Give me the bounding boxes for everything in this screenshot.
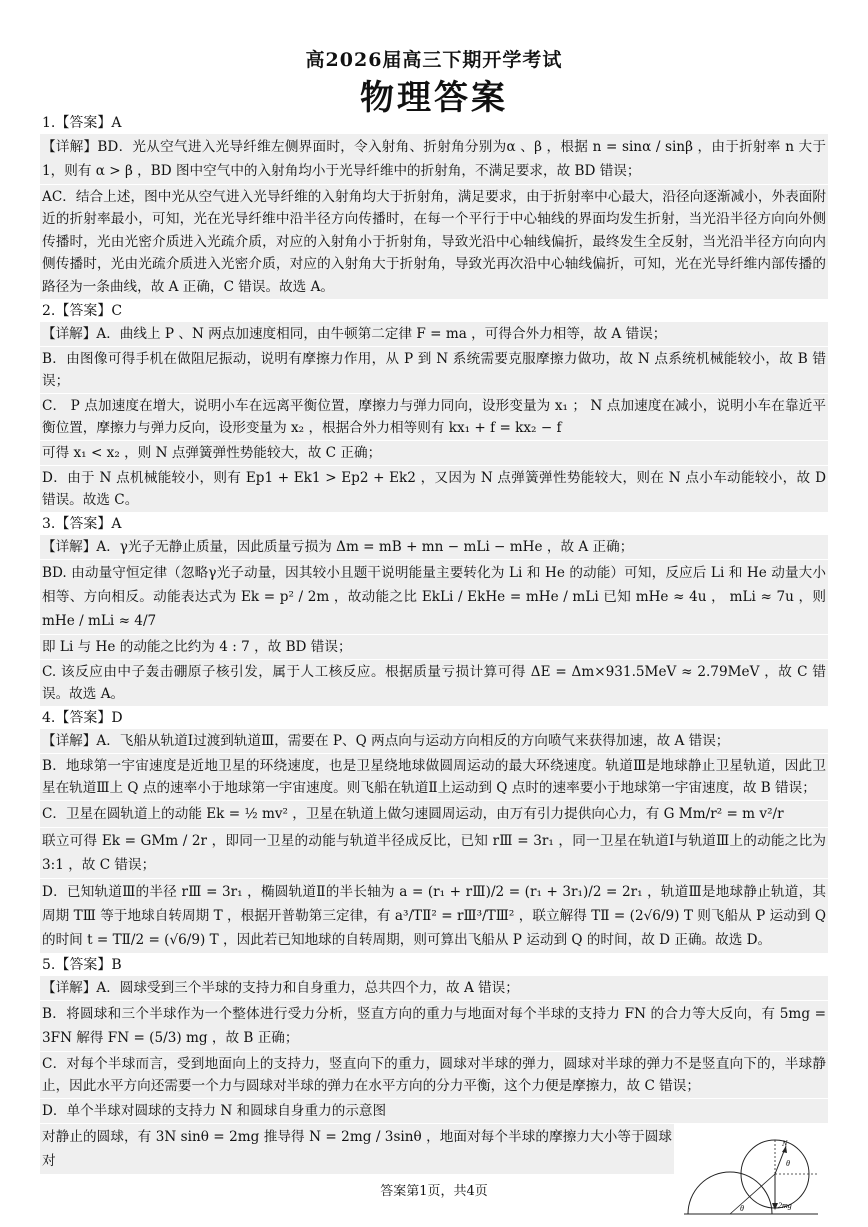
angle-theta-label-bottom: θ (740, 1204, 744, 1213)
q2-explanation-c2: 可得 x₁ < x₂ ，则 N 点弹簧弹性势能较大，故 C 正确； (40, 441, 828, 465)
q2-answer: 2.【答案】C (42, 303, 123, 320)
force-diagram (678, 1132, 828, 1218)
q2-explanation-c: C． P 点加速度在增大，说明小车在远离平衡位置，摩擦力与弹力同向，设形变量为 x₁ ； N 点加速度在减小，说明小车在靠近平衡位置，摩擦力与弹力反向，设形变量为 x₂ ，根据合外力相等则有 kx₁ + f = kx₂ − f (40, 394, 828, 440)
gravity-2mg-label: 2mg (778, 1201, 792, 1210)
q1-explanation-bd: 【详解】BD．光从空气进入光导纤维左侧界面时，令入射角、折射角分别为α 、β ，根据 n = sinα / sinβ ，由于折射率 n 大于 1，则有 α > β ，BD 图中空气中的入射角均小于光导纤维中的折射角，不满足要求，故 BD 错误； (40, 134, 828, 184)
q4-explanation-c2: 联立可得 Ek = GMm / 2r ，即同一卫星的动能与轨道半径成反比，已知 rⅢ = 3r₁ ，同一卫星在轨道Ⅰ与轨道Ⅲ上的动能之比为 3:1 ，故 C 错误； (40, 828, 828, 878)
q3-explanation-bd2: 即 Li 与 He 的动能之比约为 4 : 7 ，故 BD 错误； (40, 635, 828, 659)
q5-explanation-a: 【详解】A．圆球受到三个半球的支持力和自身重力，总共四个力，故 A 错误； (40, 976, 828, 1000)
q2-explanation-d: D．由于 N 点机械能较小，则有 Ep1 + Ek1 > Ep2 + Ek2 ，又因为 N 点弹簧弹性势能较大，则在 N 点小车动能较小，故 D 错误。故选 C。 (40, 466, 828, 512)
force-n-label: N (782, 1139, 788, 1148)
q3-explanation-a: 【详解】A．γ光子无静止质量，因此质量亏损为 Δm = mB + mn − mLi − mHe ，故 A 正确； (40, 535, 828, 559)
answer-title: 物理答案 (360, 78, 508, 118)
page-number: 答案第1页，共4页 (380, 1184, 488, 1199)
q4-explanation-c: C．卫星在圆轨道上的动能 Ek = ½ mv² ，卫星在轨道上做匀速圆周运动，由万有引力提供向心力，有 G Mm/r² = m v²/r (40, 801, 828, 827)
q5-answer: 5.【答案】B (42, 957, 122, 974)
q2-explanation-b: B．由图像可得手机在做阻尼振动，说明有摩擦力作用，从 P 到 N 系统需要克服摩擦力做功，故 N 点系统机械能较小，故 B 错误； (40, 347, 828, 393)
q5-explanation-d2: 对静止的圆球，有 3N sinθ = 2mg 推导得 N = 2mg / 3sinθ ，地面对每个半球的摩擦力大小等于圆球对 (40, 1124, 674, 1174)
q4-explanation-a: 【详解】A．飞船从轨道Ⅰ过渡到轨道Ⅲ，需要在 P、Q 两点向与运动方向相反的方向喷气来获得加速，故 A 错误； (40, 729, 828, 753)
q1-explanation-ac: AC．结合上述，图中光从空气进入光导纤维的入射角均大于折射角，满足要求，由于折射率中心最大，沿径向逐渐减小，外表面附近的折射率最小，可知，光在光导纤维中沿半径方向传播时，在每一个平行于中心轴线的界面均发生折射，当光沿半径方向向外侧传播时，光由光密介质进入光疏介质，对应的入射角小于折射角，导致光沿中心轴线偏折，最终发生全反射，当光沿半径方向向内侧传播时，光由光疏介质进入光密介质，对应的入射角大于折射角，导致光再次沿中心轴线偏折，可知，光在光导纤维内部传播的路径为一条曲线，故 A 正确，C 错误。故选 A。 (40, 185, 828, 299)
q5-explanation-b: B．将圆球和三个半球作为一个整体进行受力分析，竖直方向的重力与地面对每个半球的支持力 FN 的合力等大反向，有 5mg = 3FN 解得 FN = (5/3) mg ，故 B 正确； (40, 1001, 828, 1051)
q1-answer: 1.【答案】A (42, 115, 122, 131)
q3-answer: 3.【答案】A (42, 516, 122, 533)
q4-explanation-b: B．地球第一宇宙速度是近地卫星的环绕速度，也是卫星绕地球做圆周运动的最大环绕速度。轨道Ⅲ是地球静止卫星轨道，因此卫星在轨道Ⅲ上 Q 点的速率小于地球第一宇宙速度。则飞船在轨道Ⅱ上运动到 Q 点时的速率要小于地球第一宇宙速度，故 B 错误； (40, 754, 828, 800)
q2-explanation-a: 【详解】A．曲线上 P 、N 两点加速度相同，由牛顿第二定律 F = ma ，可得合外力相等，故 A 错误； (40, 322, 828, 346)
q4-explanation-d: D．已知轨道Ⅲ的半径 rⅢ = 3r₁ ，椭圆轨道Ⅱ的半长轴为 a = (r₁ + rⅢ)/2 = (r₁ + 3r₁)/2 = 2r₁ ，轨道Ⅲ是地球静止轨道，其周期 TⅢ 等于地球自转周期 T ，根据开普勒第三定律，有 a³/TⅡ² = rⅢ³/TⅢ² ，联立解得 TⅡ = (2√6/9) T 则飞船从 P 运动到 Q 的时间 t = TⅡ/2 = (√6/9) T ，因此若已知地球的自转周期，则可算出飞船从 P 运动到 Q 的时间，故 D 正确。故选 D。 (40, 879, 828, 953)
exam-title: 高2026届高三下期开学考试 (305, 49, 563, 71)
answer-content (40, 112, 828, 1175)
q3-explanation-bd: BD. 由动量守恒定律（忽略γ光子动量，因其较小且题干说明能量主要转化为 Li 和 He 的动能）可知，反应后 Li 和 He 动量大小相等、方向相反。动能表达式为 Ek = p² / 2m ，故动能之比 EkLi / EkHe = mHe / mLi 已知 mHe ≈ 4u ， mLi ≈ 7u ，则 mHe / mLi ≈ 4/7 (40, 560, 828, 634)
q4-answer: 4.【答案】D (42, 710, 123, 727)
q3-explanation-c: C. 该反应由中子轰击硼原子核引发，属于人工核反应。根据质量亏损计算可得 ΔE = Δm×931.5MeV ≈ 2.79MeV ，故 C 错误。故选 A。 (40, 660, 828, 706)
q5-explanation-d: D．单个半球对圆球的支持力 N 和圆球自身重力的示意图 (40, 1099, 828, 1123)
q5-explanation-c: C．对每个半球而言，受到地面向上的支持力，竖直向下的重力，圆球对半球的弹力，圆球对半球的弹力不是竖直向下的，半球静止，因此水平方向还需要一个力与圆球对半球的弹力在水平方向的分力平衡，这个力便是摩擦力，故 C 错误； (40, 1052, 828, 1098)
angle-theta-label-top: θ (786, 1159, 790, 1168)
